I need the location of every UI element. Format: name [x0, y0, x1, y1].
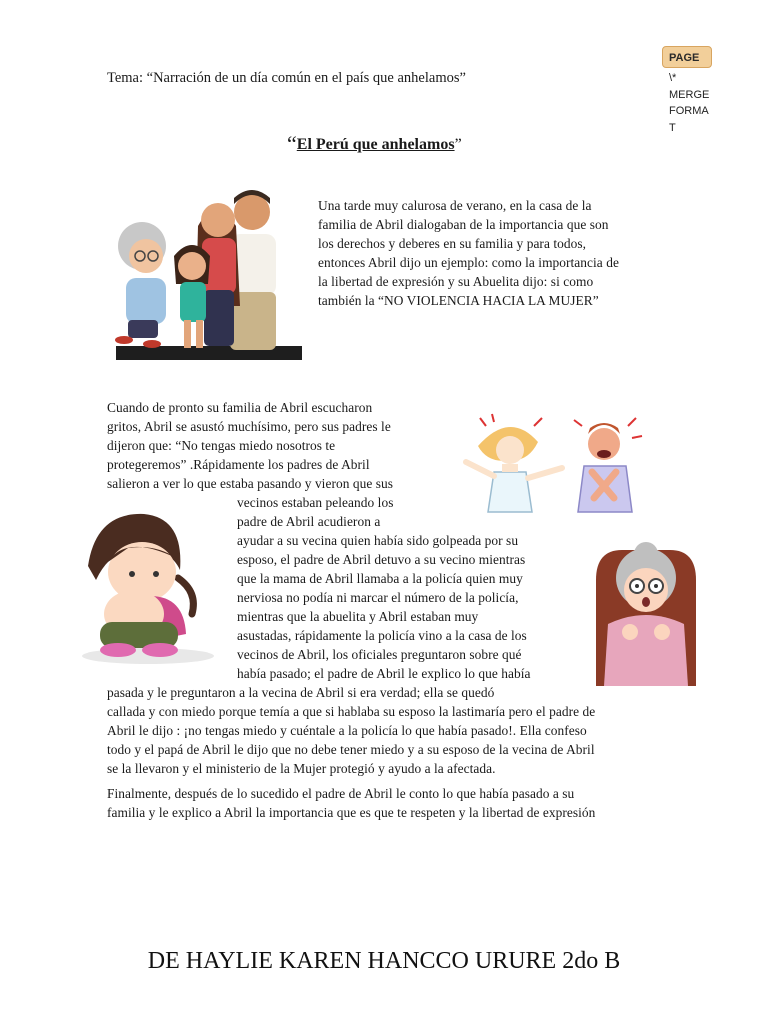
closing-line: Finalmente, después de lo sucedido el padre de Abril le conto lo que había pasado a su [107, 786, 575, 801]
title-open-quote: “ [287, 131, 297, 156]
story-line: asustadas, rápidamente la policía vino a la casa de los [237, 628, 527, 643]
field-code-line: \* [669, 72, 677, 84]
story-line: dijeron que: “No tengas miedo nosotros te [107, 438, 336, 453]
story-line: pasada y le preguntaron a la vecina de Abril si era verdad; ella se quedó [107, 685, 495, 700]
intro-line: los derechos y deberes en su familia y para todos, [318, 236, 586, 251]
intro-line: también la “NO VIOLENCIA HACIA LA MUJER” [318, 293, 599, 308]
story-line: salieron a ver lo que estaba pasando y vieron que sus [107, 476, 393, 491]
page-title [287, 131, 462, 157]
story-line: vecinos de Abril, los oficiales preguntaron sobre qué [237, 647, 522, 662]
story-line: esposo, el padre de Abril detuvo a su vecino mientras [237, 552, 526, 567]
story-line: mientras que la abuelita y Abril estaban muy [237, 609, 479, 624]
intro-line: familia de Abril dialogaban de la importancia que son [318, 217, 609, 232]
page-field-badge: PAGE [662, 46, 712, 68]
story-line: ayudar a su vecina quien había sido golpeada por su [237, 533, 519, 548]
story-line: callada y con miedo porque temía a que si hablaba su esposo la lastimaría pero el padre de [107, 704, 596, 719]
story-line: padre de Abril acudieron a [237, 514, 381, 529]
intro-line: entonces Abril dijo un ejemplo: como la importancia de [318, 255, 619, 270]
family-illustration [112, 186, 304, 362]
story-line: se la llevaron y el ministerio de la Mujer protegió y ayudo a la afectada. [107, 761, 496, 776]
intro-line: Una tarde muy calurosa de verano, en la casa de la [318, 198, 592, 213]
field-code [669, 70, 729, 136]
story-line: nerviosa no podía ni marcar el número de la policía, [237, 590, 519, 605]
title-close-quote: ” [454, 136, 462, 153]
grandmother-illustration [592, 540, 700, 686]
story-line: había pasado; el padre de Abril le explico lo que había [237, 666, 531, 681]
story-line: protegeremos” .Rápidamente los padres de Abril [107, 457, 370, 472]
story-line: Abril le dijo : ¡no tengas miedo y cuéntale a la policía lo que había pasado!. Ella confeso [107, 723, 587, 738]
story-line: Cuando de pronto su familia de Abril escucharon [107, 400, 373, 415]
field-code-line: MERGE [669, 88, 710, 101]
story-line: vecinos estaban peleando los [237, 495, 394, 510]
topic-line: Tema: “Narración de un día común en el país que anhelamos” [107, 70, 466, 86]
intro-line: la libertad de expresión y su Abuelita dijo: si como [318, 274, 594, 289]
author-footer: DE HAYLIE KAREN HANCCO URURE 2do B [147, 948, 621, 974]
field-code-line: FORMA [669, 105, 709, 117]
story-line: gritos, Abril se asustó muchísimo, pero sus padres le [107, 419, 391, 434]
story-line: todo y el papá de Abril le dijo que no debe tener miedo y a su esposo de la vecina de Abril [107, 742, 595, 757]
arguing-couple-illustration [458, 416, 648, 516]
story-line: que la mama de Abril llamaba a la policía quien muy [237, 571, 523, 586]
field-code-line: T [669, 121, 676, 134]
scared-girl-illustration [66, 504, 230, 666]
closing-line: familia y le explico a Abril la importancia que es que te respeten y la libertad de expresión [107, 805, 596, 820]
title-text: El Perú que anhelamos [296, 136, 455, 153]
